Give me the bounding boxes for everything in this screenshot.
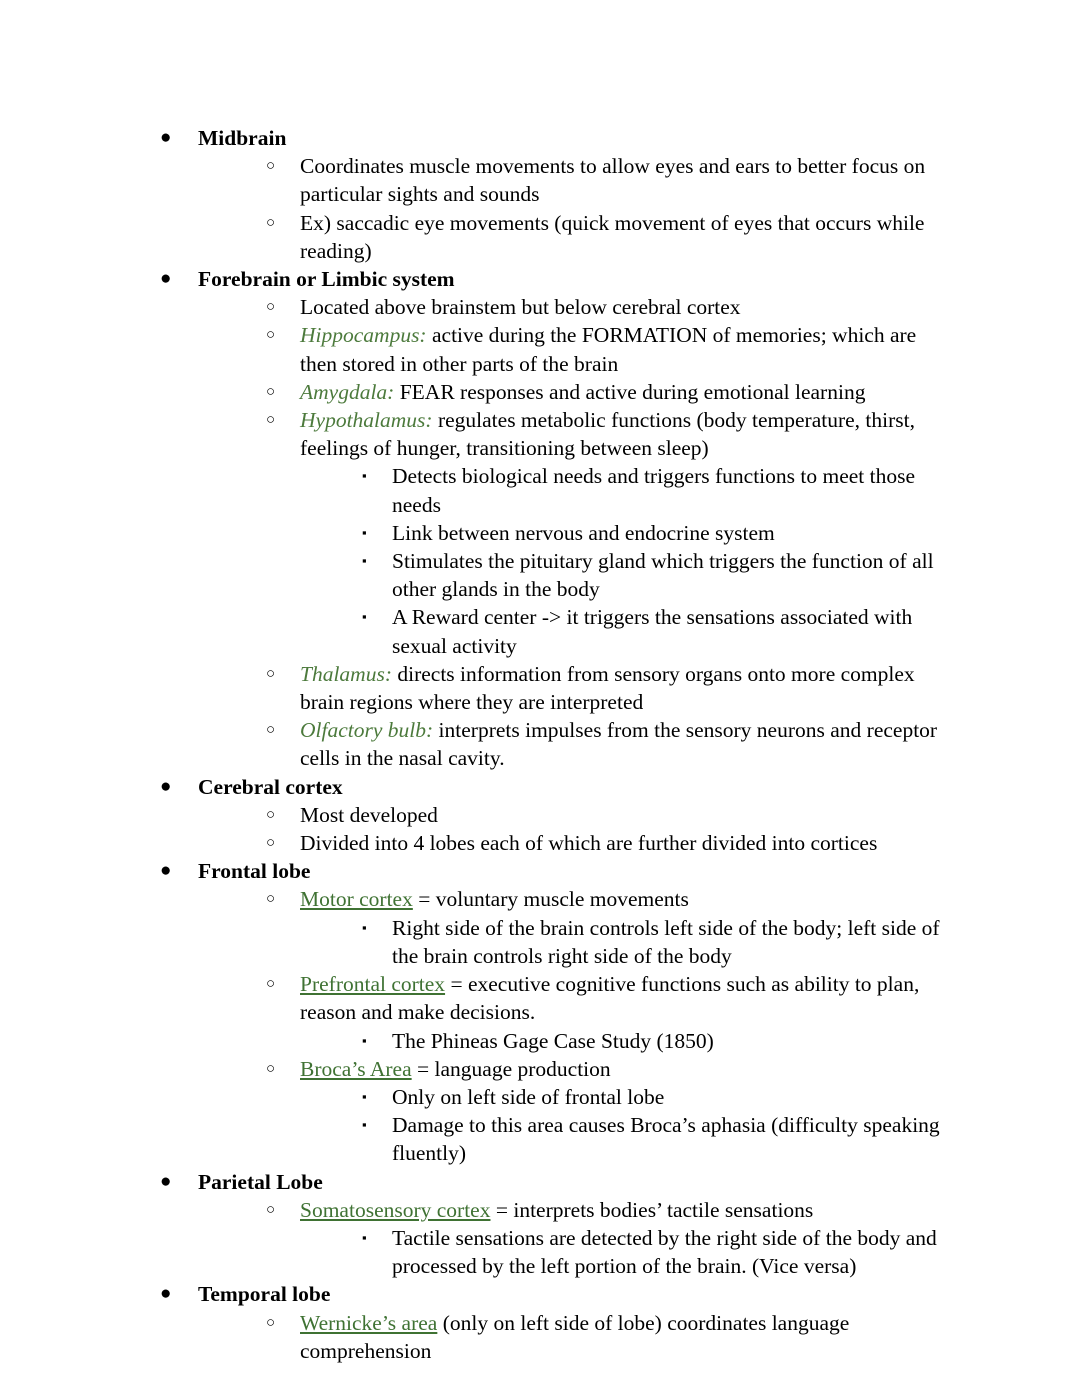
hippocampus-term: Hippocampus: xyxy=(300,323,427,348)
circle-bullet-icon: ○ xyxy=(266,1060,276,1077)
list-item xyxy=(266,829,950,857)
temporal-lobe-heading: Temporal lobe xyxy=(198,1282,331,1307)
olfactory-bulb-term: Olfactory bulb: xyxy=(300,718,434,743)
list-item-amygdala xyxy=(266,378,950,406)
brocas-area-point: Only on left side of frontal lobe xyxy=(392,1084,665,1109)
list-item xyxy=(266,801,950,829)
list-item-thalamus xyxy=(266,660,950,716)
hypothalamus-point: Link between nervous and endocrine system xyxy=(392,520,775,545)
motor-cortex-term: Motor cortex xyxy=(300,887,413,912)
hypothalamus-point: A Reward center -> it triggers the sensations associated with sexual activity xyxy=(392,605,913,658)
list-item-motor-cortex xyxy=(266,885,950,970)
square-bullet-icon: ▪ xyxy=(362,1117,367,1133)
disc-bullet-icon: ● xyxy=(160,127,172,148)
prefrontal-cortex-term: Prefrontal cortex xyxy=(300,972,446,997)
outline-item-midbrain xyxy=(160,124,950,265)
motor-cortex-definition: = voluntary muscle movements xyxy=(412,887,689,912)
temporal-lobe-sublist xyxy=(198,1309,950,1365)
brocas-area-definition: = language production xyxy=(411,1056,611,1081)
thalamus-term: Thalamus: xyxy=(300,661,392,686)
list-item-wernickes-area xyxy=(266,1309,950,1365)
disc-bullet-icon: ● xyxy=(160,1283,172,1305)
square-bullet-icon: ▪ xyxy=(362,1032,367,1048)
prefrontal-cortex-point: The Phineas Gage Case Study (1850) xyxy=(392,1028,714,1053)
circle-bullet-icon: ○ xyxy=(266,299,276,316)
list-item xyxy=(362,1027,950,1055)
frontal-lobe-sublist xyxy=(198,885,950,1167)
disc-bullet-icon: ● xyxy=(160,775,172,797)
circle-bullet-icon: ○ xyxy=(266,835,276,852)
circle-bullet-icon: ○ xyxy=(266,412,276,429)
forebrain-located: Located above brainstem but below cerebral cortex xyxy=(300,295,741,320)
list-item xyxy=(362,462,950,518)
prefrontal-cortex-definition: = executive cognitive functions such as ability to plan, reason and make decisions. xyxy=(300,972,920,1025)
parietal-lobe-sublist xyxy=(198,1196,950,1281)
list-item xyxy=(362,1083,950,1111)
olfactory-bulb-definition: interprets impulses from the sensory neurons and receptor cells in the nasal cavity. xyxy=(300,718,938,771)
somatosensory-cortex-definition: = interprets bodies’ tactile sensations xyxy=(490,1197,814,1222)
circle-bullet-icon: ○ xyxy=(266,1201,276,1218)
midbrain-sublist xyxy=(198,152,950,265)
outline-item-forebrain xyxy=(160,265,950,773)
list-item-olfactory-bulb xyxy=(266,716,950,772)
list-item-hippocampus xyxy=(266,321,950,377)
cerebral-cortex-sub1: Most developed xyxy=(300,802,438,827)
square-bullet-icon: ▪ xyxy=(362,553,367,569)
cerebral-cortex-sub2: Divided into 4 lobes each of which are further divided into cortices xyxy=(300,831,878,856)
list-item xyxy=(362,547,950,603)
list-item xyxy=(266,152,950,208)
outline-root xyxy=(152,124,950,1365)
hypothalamus-point: Detects biological needs and triggers functions to meet those needs xyxy=(392,464,916,517)
outline-item-parietal-lobe xyxy=(160,1168,950,1281)
somatosensory-cortex-term: Somatosensory cortex xyxy=(300,1197,491,1222)
outline-item-cerebral-cortex xyxy=(160,773,950,858)
hypothalamus-term: Hypothalamus: xyxy=(300,408,433,433)
motor-cortex-points-list xyxy=(300,914,950,970)
thalamus-definition: directs information from sensory organs onto more complex brain regions where they are interpreted xyxy=(300,661,915,715)
disc-bullet-icon: ● xyxy=(160,268,172,290)
list-item xyxy=(362,1224,950,1280)
hypothalamus-point: Stimulates the pituitary gland which triggers the function of all other glands in the body xyxy=(392,549,934,602)
list-item xyxy=(362,914,950,970)
circle-bullet-icon: ○ xyxy=(266,976,276,993)
prefrontal-cortex-points-list xyxy=(300,1027,950,1055)
midbrain-sub2: Ex) saccadic eye movements (quick movement of eyes that occurs while reading) xyxy=(300,210,925,263)
hypothalamus-points-list xyxy=(300,462,950,659)
circle-bullet-icon: ○ xyxy=(266,383,276,400)
circle-bullet-icon: ○ xyxy=(266,1314,276,1331)
brocas-area-point: Damage to this area causes Broca’s aphasia (difficulty speaking fluently) xyxy=(392,1113,940,1166)
square-bullet-icon: ▪ xyxy=(362,609,367,625)
list-item xyxy=(266,209,950,265)
cerebral-cortex-sublist xyxy=(198,801,950,857)
circle-bullet-icon: ○ xyxy=(266,891,276,908)
square-bullet-icon: ▪ xyxy=(362,1088,367,1104)
list-item-hypothalamus xyxy=(266,406,950,660)
square-bullet-icon: ▪ xyxy=(362,524,367,540)
midbrain-sub1: Coordinates muscle movements to allow eyes and ears to better focus on particular sights and sounds xyxy=(300,154,926,207)
circle-bullet-icon: ○ xyxy=(266,722,276,739)
amygdala-term: Amygdala: xyxy=(300,379,395,404)
somatosensory-points-list xyxy=(300,1224,950,1280)
motor-cortex-point: Right side of the brain controls left side of the body; left side of the brain controls right side of the body xyxy=(392,915,940,968)
disc-bullet-icon: ● xyxy=(160,860,172,882)
square-bullet-icon: ▪ xyxy=(362,468,367,484)
wernickes-area-term: Wernicke’s area xyxy=(300,1310,438,1335)
list-item xyxy=(362,1111,950,1167)
circle-bullet-icon: ○ xyxy=(266,327,276,344)
list-item xyxy=(362,519,950,547)
forebrain-sublist xyxy=(198,293,950,772)
circle-bullet-icon: ○ xyxy=(266,158,276,175)
forebrain-heading: Forebrain or Limbic system xyxy=(198,267,455,292)
parietal-lobe-heading: Parietal Lobe xyxy=(198,1169,323,1194)
circle-bullet-icon: ○ xyxy=(266,806,276,823)
circle-bullet-icon: ○ xyxy=(266,214,276,231)
list-item-brocas-area xyxy=(266,1055,950,1168)
square-bullet-icon: ▪ xyxy=(362,919,367,935)
brocas-area-points-list xyxy=(300,1083,950,1168)
somatosensory-point: Tactile sensations are detected by the right side of the body and processed by the left portion of the brain. (Vice versa) xyxy=(392,1225,937,1279)
list-item xyxy=(266,293,950,321)
outline-item-frontal-lobe xyxy=(160,857,950,1167)
frontal-lobe-heading: Frontal lobe xyxy=(198,859,311,884)
disc-bullet-icon: ● xyxy=(160,1170,172,1192)
circle-bullet-icon: ○ xyxy=(266,665,276,682)
outline-item-temporal-lobe xyxy=(160,1280,950,1365)
list-item xyxy=(362,603,950,659)
hippocampus-definition: active during the FORMATION of memories; which are then stored in other parts of the brain xyxy=(300,323,917,376)
midbrain-heading: Midbrain xyxy=(198,126,287,150)
square-bullet-icon: ▪ xyxy=(362,1229,367,1245)
list-item-somatosensory-cortex xyxy=(266,1196,950,1281)
cerebral-cortex-heading: Cerebral cortex xyxy=(198,774,343,799)
brocas-area-term: Broca’s Area xyxy=(300,1056,412,1081)
list-item-prefrontal-cortex xyxy=(266,970,950,1055)
amygdala-definition: FEAR responses and active during emotional learning xyxy=(394,379,866,404)
wernickes-area-definition: (only on left side of lobe) coordinates language comprehension xyxy=(300,1310,850,1363)
hypothalamus-definition: regulates metabolic functions (body temperature, thirst, feelings of hunger, transitioning between sleep) xyxy=(300,408,915,461)
